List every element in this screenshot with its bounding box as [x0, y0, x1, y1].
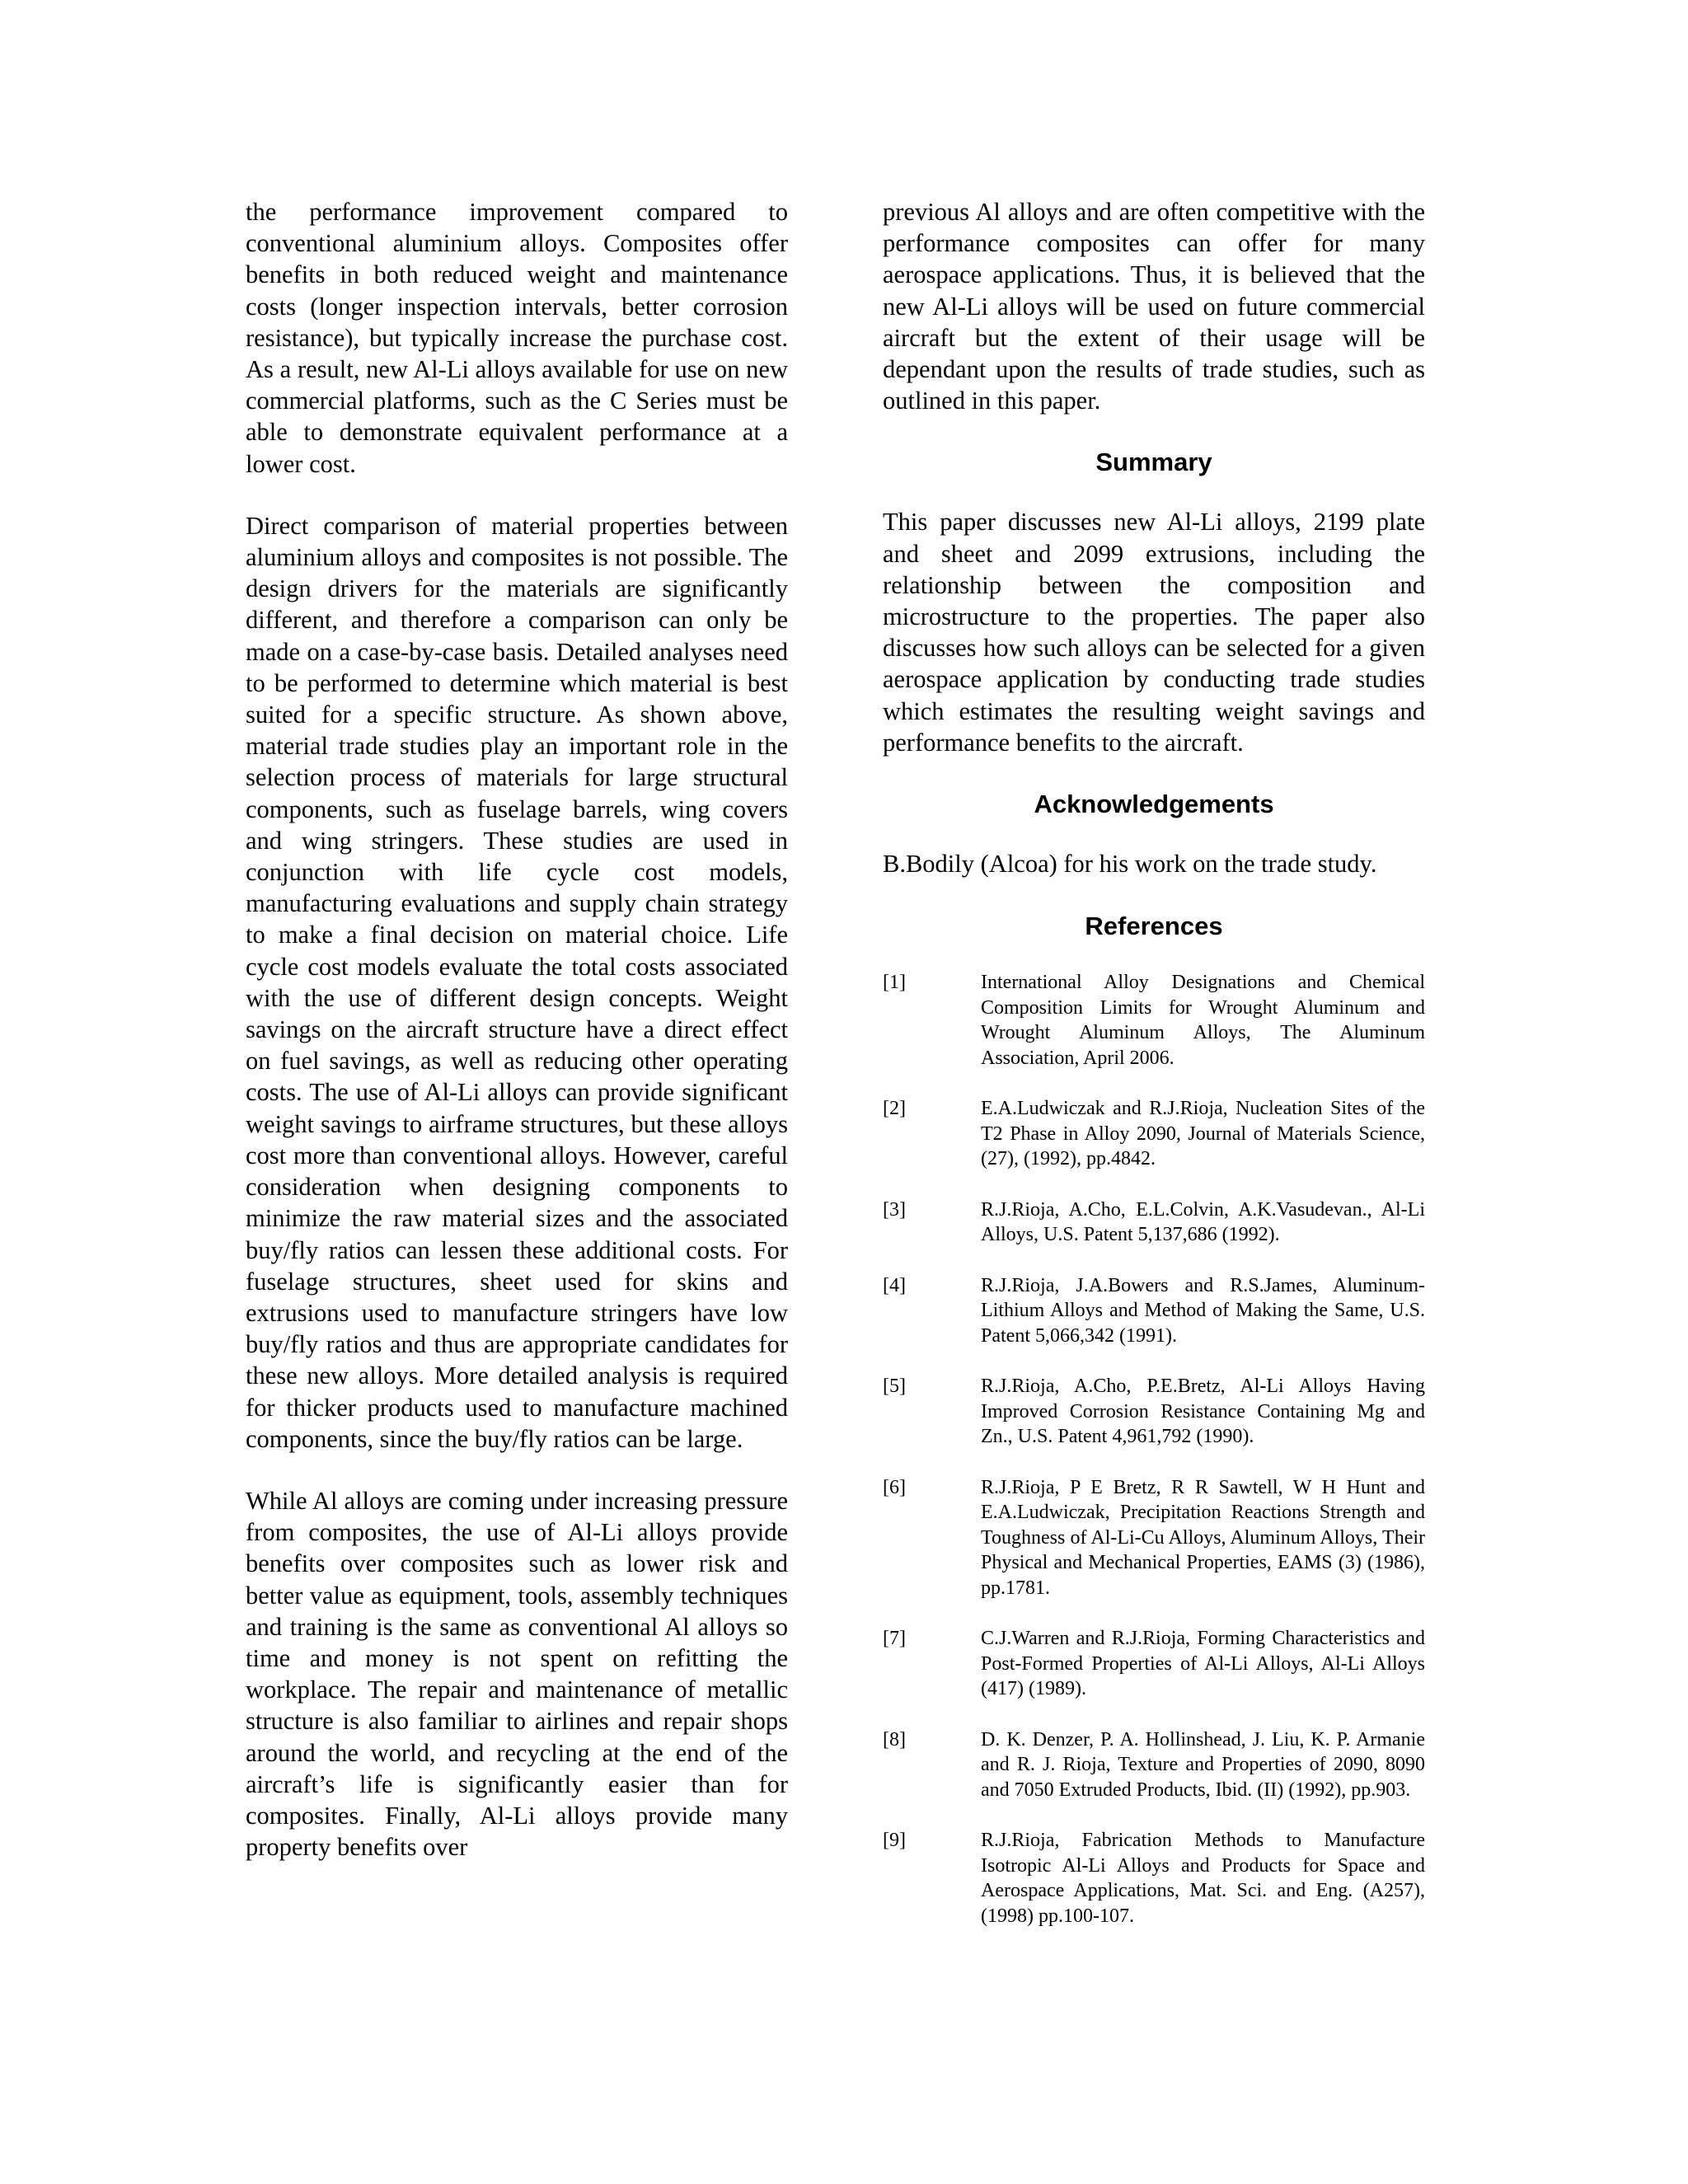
reference-text: R.J.Rioja, Fabrication Methods to Manufacture Isotropic Al-Li Alloys and Products for Space and Aerospace Applications, Mat. Sci. and Eng. (A257), (1998) pp.100-107.	[981, 1830, 1425, 1927]
reference-number: [7]	[883, 1628, 906, 1650]
reference-number: [6]	[883, 1476, 906, 1498]
body-paragraph: the performance improvement compared to conventional aluminium alloys. Composites offer benefits in both reduced weight and maintenance costs (longer inspection intervals, better corrosion resistance), but typically increase the purchase cost. As a result, new Al-Li alloys available for use on new commercial platforms, such as the C Series must be able to demonstrate equivalent performance at a lower cost.	[246, 198, 788, 478]
reference-number: [1]	[883, 972, 906, 994]
body-paragraph: While Al alloys are coming under increasing pressure from composites, the use of Al-Li alloys provide benefits over composites such as lower risk and better value as equipment, tools, assembly techniques and training is the same as conventional Al alloys so time and money is not spent on refitting the workplace. The repair and maintenance of metallic structure is also familiar to airlines and repair shops around the world, and recycling at the end of the aircraft’s life is significantly easier than for composites. Finally, Al-Li alloys provide many property benefits over	[246, 1486, 788, 1862]
reference-item	[883, 1626, 1425, 1702]
reference-list	[883, 970, 1425, 1929]
section-heading-references: References	[1085, 912, 1223, 941]
reference-item	[883, 1828, 1425, 1929]
reference-number: [8]	[883, 1728, 906, 1750]
reference-item	[883, 1096, 1425, 1172]
reference-item	[883, 970, 1425, 1071]
reference-text: D. K. Denzer, P. A. Hollinshead, J. Liu, K. P. Armanie and R. J. Rioja, Texture and Properties of 2090, 8090 and 7050 Extruded Products, Ibid. (II) (1992), pp.903.	[981, 1728, 1425, 1801]
reference-text: C.J.Warren and R.J.Rioja, Forming Characteristics and Post-Formed Properties of Al-Li Alloys, Al-Li Alloys (417) (1989).	[981, 1628, 1425, 1700]
reference-number: [4]	[883, 1274, 906, 1296]
left-column	[246, 196, 788, 1893]
acknowledgements-section	[883, 789, 1425, 879]
reference-text: R.J.Rioja, A.Cho, E.L.Colvin, A.K.Vasudevan., Al-Li Alloys, U.S. Patent 5,137,686 (1992).	[981, 1198, 1425, 1246]
reference-item	[883, 1273, 1425, 1349]
body-paragraph: previous Al alloys and are often competitive with the performance composites can offer for many aerospace applications. Thus, it is believed that the new Al-Li alloys will be used on future commercial aircraft but the extent of their usage will be dependant upon the results of trade studies, such as outlined in this paper.	[883, 198, 1425, 415]
reference-text: R.J.Rioja, J.A.Bowers and R.S.James, Aluminum-Lithium Alloys and Method of Making the Same, U.S. Patent 5,066,342 (1991).	[981, 1274, 1425, 1347]
right-column	[883, 196, 1425, 1954]
reference-item	[883, 1197, 1425, 1248]
reference-number: [3]	[883, 1198, 906, 1221]
acknowledgements-text: B.Bodily (Alcoa) for his work on the trade study.	[883, 850, 1377, 879]
reference-number: [9]	[883, 1830, 906, 1852]
reference-text: R.J.Rioja, A.Cho, P.E.Bretz, Al-Li Alloys Having Improved Corrosion Resistance Containing Mg and Zn., U.S. Patent 4,961,792 (1990).	[981, 1376, 1425, 1448]
reference-item	[883, 1475, 1425, 1601]
body-paragraph: Direct comparison of material properties between aluminium alloys and composites is not possible. The design drivers for the materials are significantly different, and therefore a comparison can only be made on a case-by-case basis. Detailed analyses need to be performed to determine which material is best suited for a specific structure. As shown above, material trade studies play an important role in the selection process of materials for large structural components, such as fuselage barrels, wing covers and wing stringers. These studies are used in conjunction with life cycle cost models, manufacturing evaluations and supply chain strategy to make a final decision on material choice. Life cycle cost models evaluate the total costs associated with the use of different design concepts. Weight savings on the aircraft structure have a direct effect on fuel savings, as well as reducing other operating costs. The use of Al-Li alloys can provide significant weight savings to airframe structures, but these alloys cost more than conventional alloys. However, careful consideration when designing components to minimize the raw material sizes and the associated buy/fly ratios can lessen these additional costs. For fuselage structures, sheet used for skins and extrusions used to manufacture stringers have low buy/fly ratios and thus are appropriate candidates for these new alloys. More detailed analysis is required for thicker products used to manufacture machined components, since the buy/fly ratios can be large.	[246, 511, 788, 1453]
reference-text: E.A.Ludwiczak and R.J.Rioja, Nucleation Sites of the T2 Phase in Alloy 2090, Journal of Materials Science, (27), (1992), pp.4842.	[981, 1098, 1425, 1170]
reference-item	[883, 1374, 1425, 1450]
references-section	[883, 911, 1425, 1929]
reference-text: R.J.Rioja, P E Bretz, R R Sawtell, W H Hunt and E.A.Ludwiczak, Precipitation Reactions Strength and Toughness of Al-Li-Cu Alloys, Aluminum Alloys, Their Physical and Mechanical Properties, EAMS (3) (1986), pp.1781.	[981, 1476, 1425, 1599]
summary-section	[883, 447, 1425, 758]
section-heading-acknowledgements: Acknowledgements	[1034, 790, 1274, 819]
reference-text: International Alloy Designations and Chemical Composition Limits for Wrought Aluminum and Wrought Aluminum Alloys, The Aluminum Association, April 2006.	[981, 972, 1425, 1069]
reference-number: [5]	[883, 1376, 906, 1398]
summary-text: This paper discusses new Al-Li alloys, 2199 plate and sheet and 2099 extrusions, including the relationship between the composition and microstructure to the properties. The paper also discusses how such alloys can be selected for a given aerospace application by conducting trade studies which estimates the resulting weight savings and performance benefits to the aircraft.	[883, 508, 1425, 757]
reference-number: [2]	[883, 1098, 906, 1120]
reference-item	[883, 1727, 1425, 1803]
section-heading-summary: Summary	[1095, 448, 1212, 477]
